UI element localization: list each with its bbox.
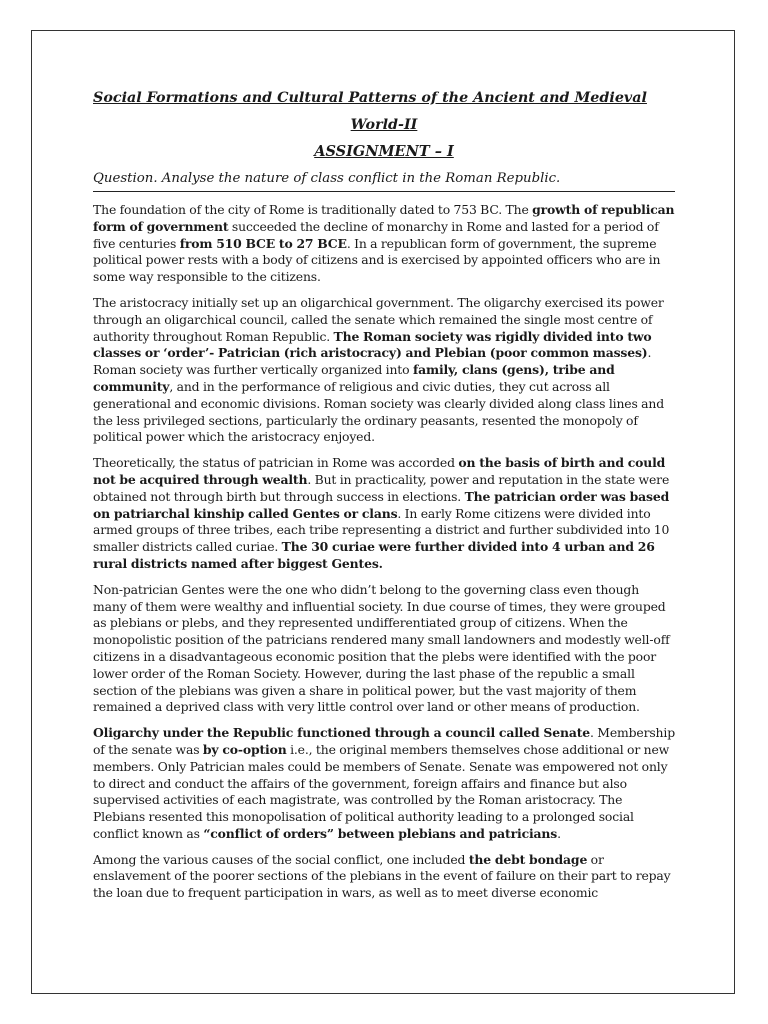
paragraph — [93, 455, 675, 573]
title-line-2: World-II — [350, 117, 418, 133]
bold-text: family, clans (gens), tribe and community — [93, 362, 615, 394]
bold-text: Oligarchy under the Republic functioned through a council called Senate — [93, 725, 591, 741]
assignment-number: I — [447, 143, 454, 160]
bold-text: from 510 BCE to 27 BCE — [179, 235, 347, 251]
paragraph — [93, 725, 675, 843]
bold-text: growth of republican form of government — [93, 202, 675, 234]
text-run: . In early Rome citizens were divided into armed groups of three tribes, each tribe representing a district and further subdivided into 10 smaller districts called curiae. — [93, 505, 670, 555]
paragraph — [93, 582, 675, 716]
text-run: Non-patrician Gentes were the one who didn’t belong to the governing class even though many of them were wealthy and influential society. In due course of times, they were grouped as plebians or plebs, and they represented undifferentiated group of citizens. When the monopolistic position of the patricians rendered many small landowners and modestly well-off citizens in a disadvantageous economic position that the plebs were identified with the poor lower order of the Roman Society. However, during the last phase of the republic a small section of the plebians was given a share in political power, but the vast majority of them remained a deprived class with very little control over land or other means of production. — [93, 581, 670, 715]
paragraph — [93, 202, 675, 286]
text-run: The foundation of the city of Rome is traditionally dated to 753 BC. The — [93, 202, 533, 217]
text-run: or enslavement of the poorer sections of the plebians in the event of failure on their part to repay the loan due to frequent participation in wars, as well as to meet diverse economic — [93, 851, 671, 901]
text-run: . — [557, 825, 561, 841]
text-run: Theoretically, the status of patrician in Rome was accorded — [93, 455, 459, 471]
bold-text: by co-option — [202, 741, 287, 757]
text-run: The aristocracy initially set up an oligarchical government. The oligarchy exercised its power through an oligarchical council, called the senate which remained the single most centre of authority throughout Roman Republic. — [93, 294, 664, 344]
title-line-1: Social Formations and Cultural Patterns of the Ancient and Medieval — [93, 90, 647, 106]
bold-text: “conflict of orders” between plebians and patricians — [203, 825, 558, 841]
bold-text: The patrician order was based on patriarchal kinship called Gentes or clans — [93, 488, 670, 521]
text-run: succeeded the decline of monarchy in Rome and lasted for a period of five centuries — [93, 218, 659, 251]
paragraphs — [93, 202, 675, 902]
paragraph — [93, 295, 675, 446]
bold-text: on the basis of birth and could not be acquired through wealth — [93, 455, 666, 487]
assignment-heading — [93, 141, 675, 163]
text-run: . In a republican form of government, the supreme political power rests with a body of citizens and is exercised by appointed officers who are in some way responsible to the citizens. — [93, 235, 661, 285]
assignment-label: ASSIGNMENT – — [314, 143, 447, 160]
text-run: . But in practicality, power and reputation in the state were obtained not through birth but through success in elections. — [93, 471, 670, 504]
text-run: i.e., the original members themselves chose additional or new members. Only Patrician males could be members of Senate. Senate was empowered not only to direct and conduct the affairs of the government, foreign affairs and finance but also supervised activities of each magistrate, was controlled by the Roman aristocracy. The Plebians resented this monopolisation of political authority leading to a prolonged social conflict known as — [93, 741, 670, 841]
text-run: , and in the performance of religious and civic duties, they cut across all generational and economic divisions. Roman society was clearly divided along class lines and the less privileged sections, particularly the ordinary peasants, resented the monopoly of political power which the aristocracy enjoyed. — [93, 378, 664, 445]
text-run: Among the various causes of the social conflict, one included — [93, 851, 469, 867]
paragraph — [93, 852, 675, 902]
bold-text: The Roman society was rigidly divided into two classes or ‘order’- Patrician (rich aristocracy) and Plebian (poor common masses) — [93, 328, 652, 361]
bold-text: the debt bondage — [468, 851, 588, 867]
document-title — [93, 85, 675, 139]
text-run: . Roman society was further vertically organized into — [93, 345, 652, 378]
text-run: . Membership of the senate was — [93, 725, 675, 757]
question: Question. Analyse the nature of class conflict in the Roman Republic. — [93, 169, 675, 192]
bold-text: The 30 curiae were further divided into 4 urban and 26 rural districts named after biggest Gentes. — [93, 539, 655, 571]
document-body — [93, 85, 675, 902]
